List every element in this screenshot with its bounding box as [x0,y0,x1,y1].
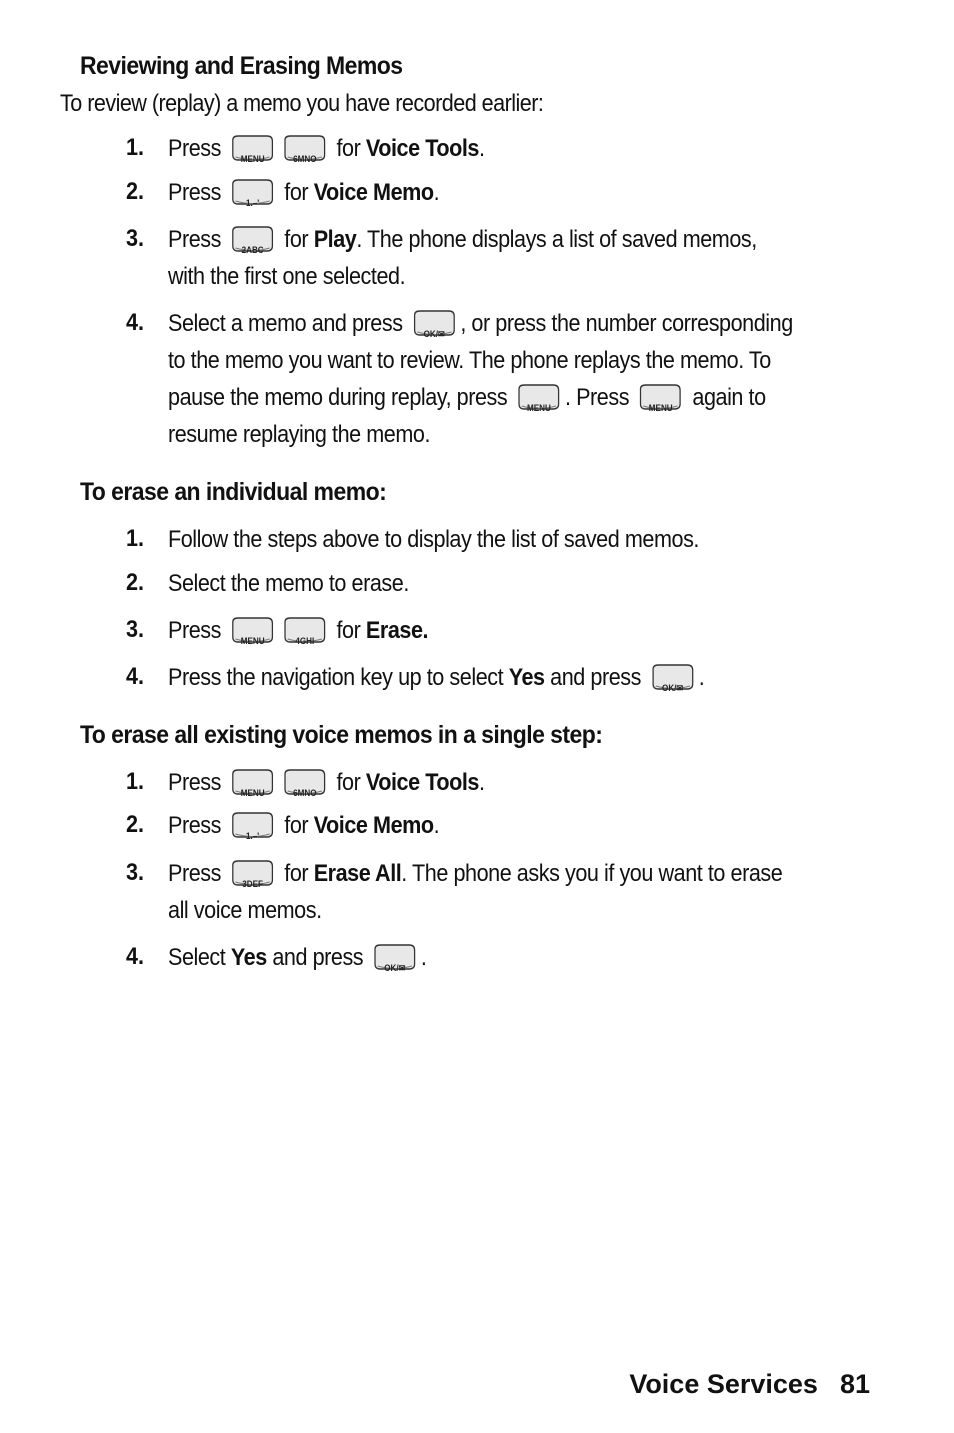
menu-key-icon: MENU [639,384,682,410]
six-key-icon: 6MNO [283,135,326,161]
one-key-icon: 1.–' [231,812,274,838]
four-key-icon: 4GHI [283,617,326,643]
menu-key-icon: MENU [517,384,560,410]
ok-key-icon: OK/✉ [373,944,416,970]
footer-section-title: Voice Services [629,1369,818,1399]
heading-erase-all: To erase all existing voice memos in a single step: [80,721,603,749]
menu-key-icon: MENU [231,617,274,643]
ok-key-icon: OK/✉ [413,310,456,336]
heading-erase-individual: To erase an individual memo: [80,478,387,506]
two-key-icon: 2ABC [231,226,274,252]
ok-key-icon: OK/✉ [651,664,694,690]
one-key-icon: 1.–' [231,179,274,205]
page-number: 81 [839,1369,870,1399]
document-page: Reviewing and Erasing Memos To review (replay) a memo you have recorded earlier: 1. Press MENU 6MNO for Voice Tools. 2. Press 1.–' for Voice Memo. 3. Press 2ABC for Play. The phone displays a list of saved memos, with the first one selected. 4. Select a memo and press OK/✉ , or press the number corresponding to the memo you want to review. The phone replays the memo. To pause the memo during replay, press MENU . Press MENU again to resume replaying the memo. To erase an individual memo: 1. Follow the steps above to display the list of saved memos. 2. Select the memo to erase. 3. Press MENU 4GHI for Erase. 4. Press the navigation key up to select Yes and press OK/✉ . To erase all existing voice memos in a single step: 1. Press MENU 6MNO for Voice Tools. 2. Press 1.–' for Voice Memo. 3. Press 3DEF for Erase All. The phone asks you if you want to erase all voice memos. 4. Select Yes and press OK/✉ . Voice Services 81 [60,52,870,1399]
intro-text: To review (replay) a memo you have recorded earlier: [60,90,544,117]
page-footer [629,1369,870,1400]
menu-key-icon: MENU [231,769,274,795]
heading-reviewing-erasing: Reviewing and Erasing Memos [80,52,403,80]
three-key-icon: 3DEF [231,860,274,886]
six-key-icon: 6MNO [283,769,326,795]
menu-key-icon: MENU [231,135,274,161]
